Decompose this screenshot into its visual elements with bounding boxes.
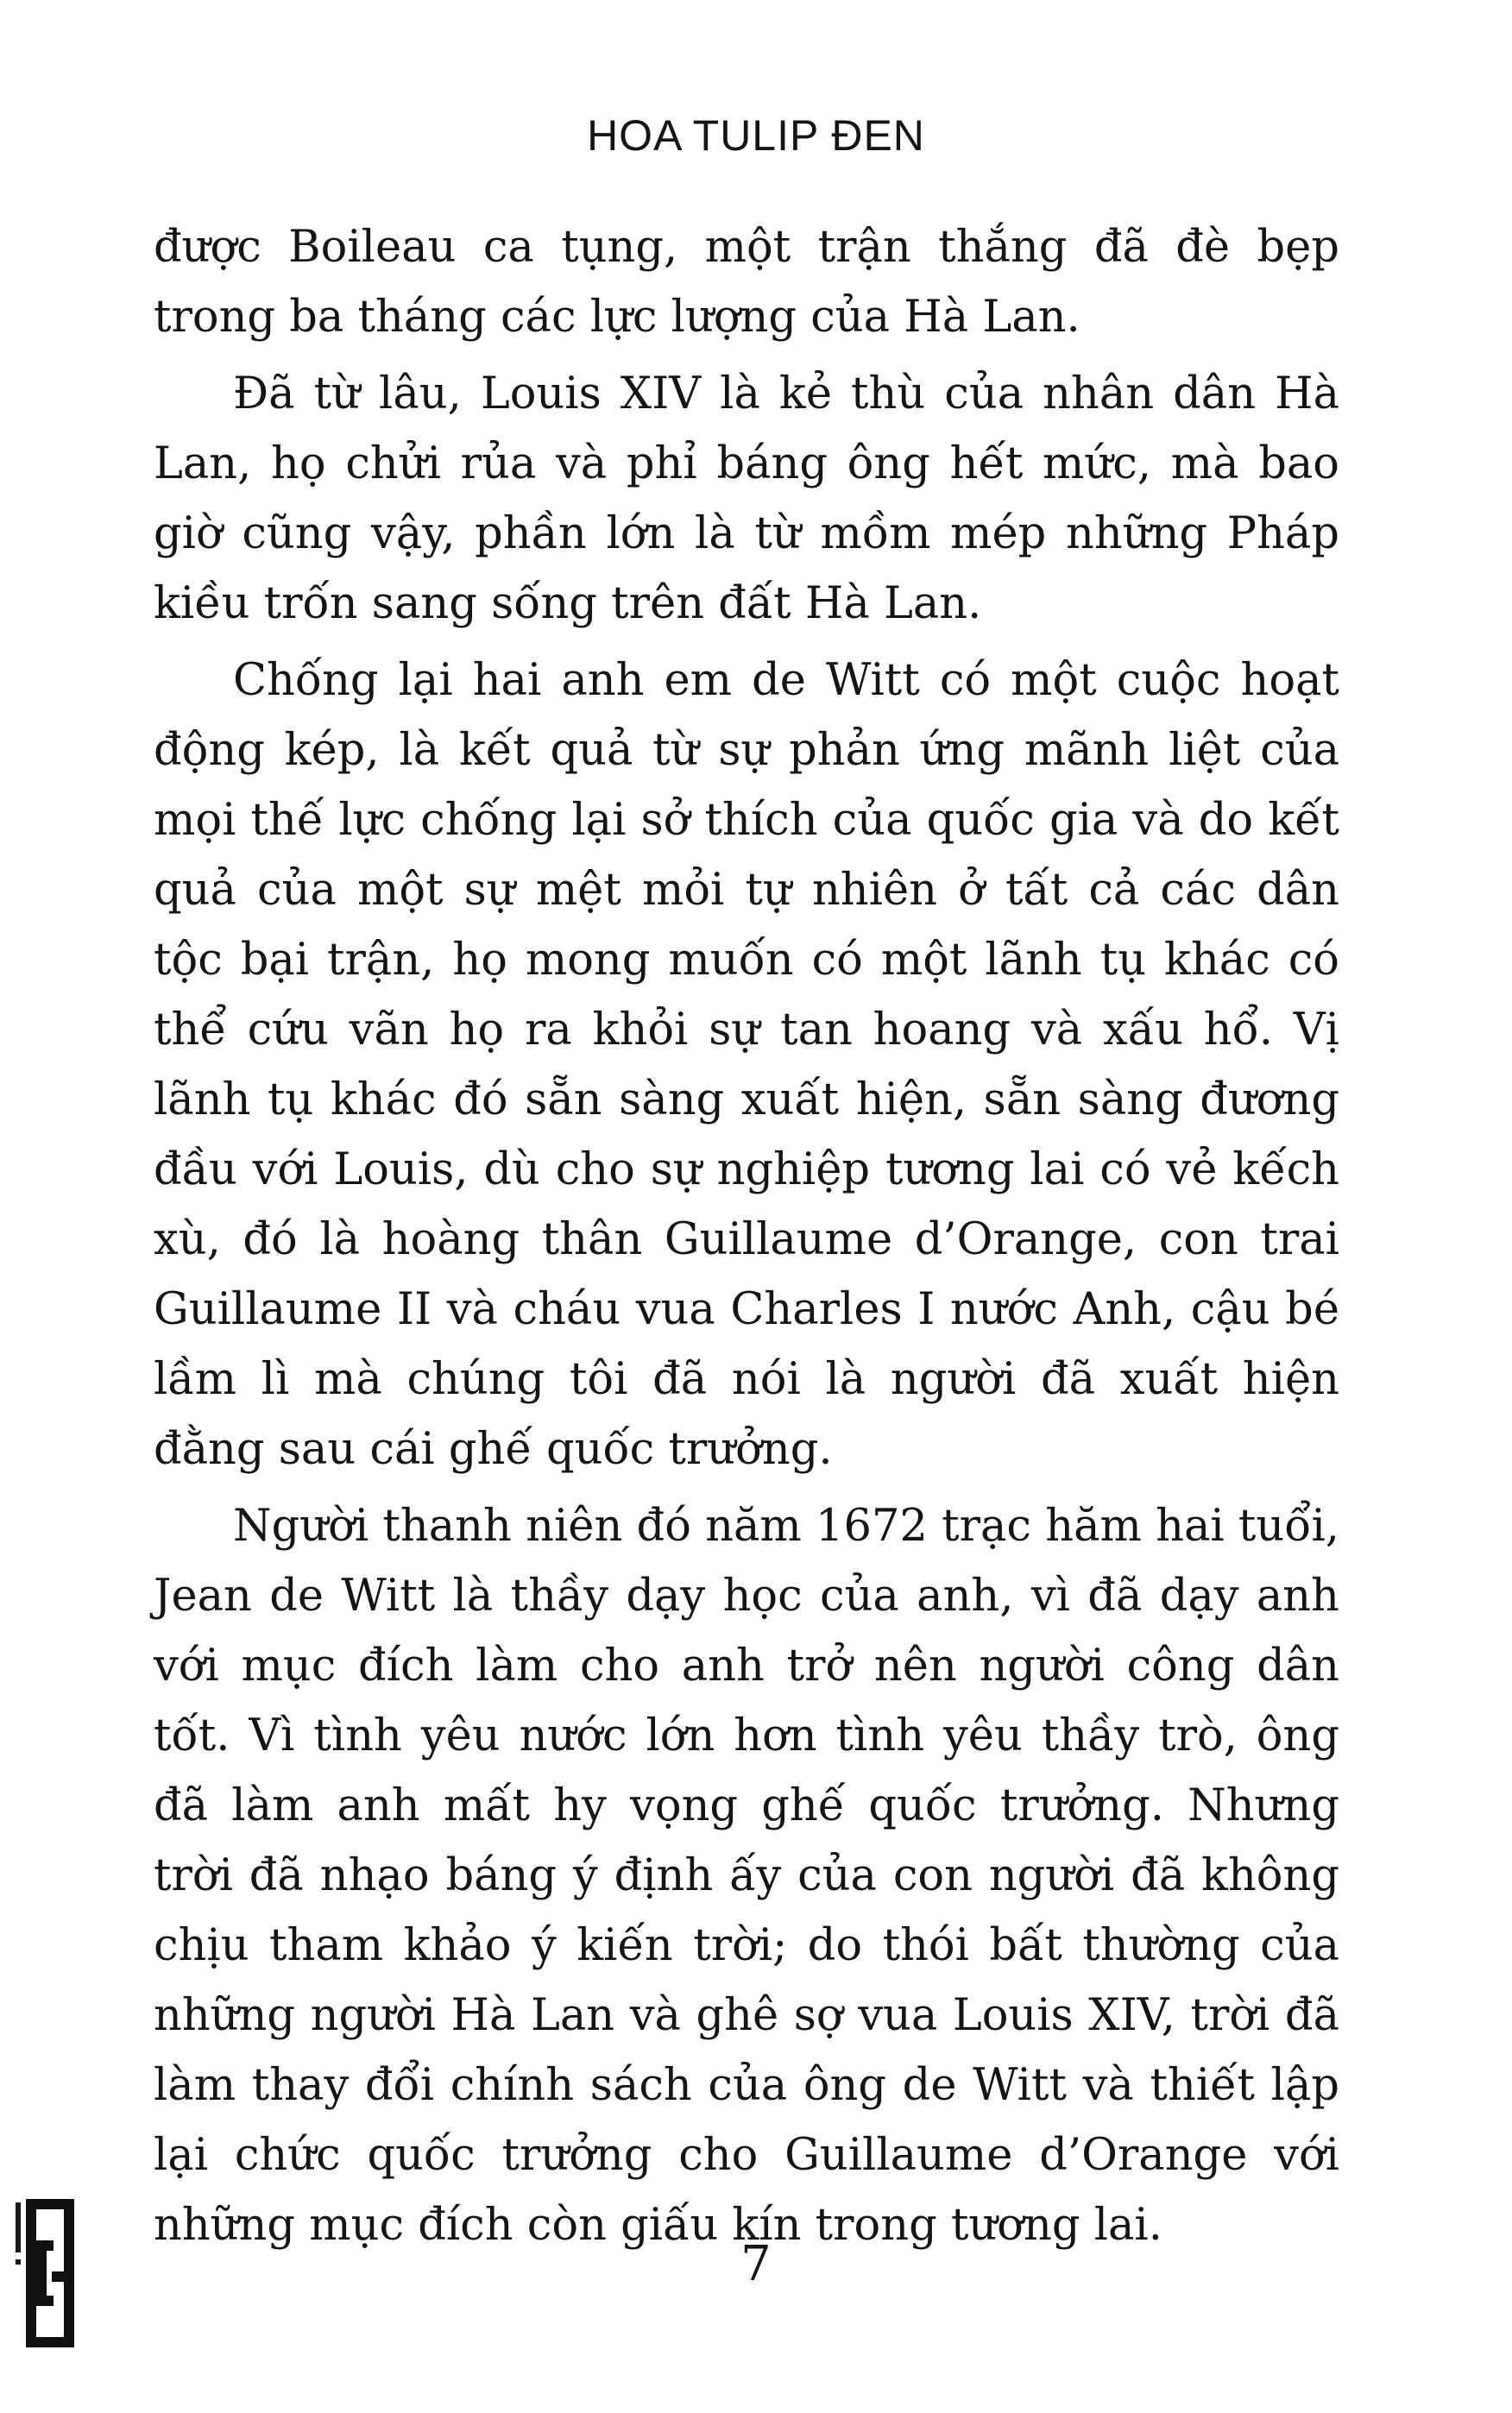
running-header: HOA TULIP ĐEN — [587, 111, 925, 160]
paragraph-1: được Boileau ca tụng, một trận thắng đã đè bẹp trong ba tháng các lực lượng của Hà Lan. — [154, 222, 1339, 343]
body-text — [154, 212, 1339, 2267]
paragraph-2: Đã từ lâu, Louis XIV là kẻ thù của nhân dân Hà Lan, họ chửi rủa và phỉ báng ông hết mức, mà bao giờ cũng vậy, phần lớn là từ mồm mép những Pháp kiều trốn sang sống trên đất Hà Lan. — [154, 369, 1339, 629]
paragraph-3: Chống lại hai anh em de Witt có một cuộc hoạt động kép, là kết quả từ sự phản ứng mãnh liệt của mọi thế lực chống lại sở thích của quốc gia và do kết quả của một sự mệt mỏi tự nhiên ở tất cả các dân tộc bại trận, họ mong muốn có một lãnh tụ khác có thể cứu vãn họ ra khỏi sự tan hoang và xấu hổ. Vị lãnh tụ khác đó sẵn sàng xuất hiện, sẵn sàng đương đầu với Louis, dù cho sự nghiệp tương lai có vẻ kếch xù, đó là hoàng thân Guillaume d’Orange, con trai Guillaume II và cháu vua Charles I nước Anh, cậu bé lầm lì mà chúng tôi đã nói là người đã xuất hiện đằng sau cái ghế quốc trưởng. — [154, 655, 1339, 1475]
paragraph-4: Người thanh niên đó năm 1672 trạc hăm hai tuổi, Jean de Witt là thầy dạy học của anh, vì đã dạy anh với mục đích làm cho anh trở nên người công dân tốt. Vì tình yêu nước lớn hơn tình yêu thầy trò, ông đã làm anh mất hy vọng ghế quốc trưởng. Nhưng trời đã nhạo báng ý định ấy của con người đã không chịu tham khảo ý kiến trời; do thói bất thường của những người Hà Lan và ghê sợ vua Louis XIV, trời đã làm thay đổi chính sách của ông de Witt và thiết lập lại chức quốc trưởng cho Guillaume d’Orange với những mục đích còn giấu kín trong tương lai. — [154, 1501, 1339, 2251]
page-number: 7 — [740, 2236, 772, 2292]
